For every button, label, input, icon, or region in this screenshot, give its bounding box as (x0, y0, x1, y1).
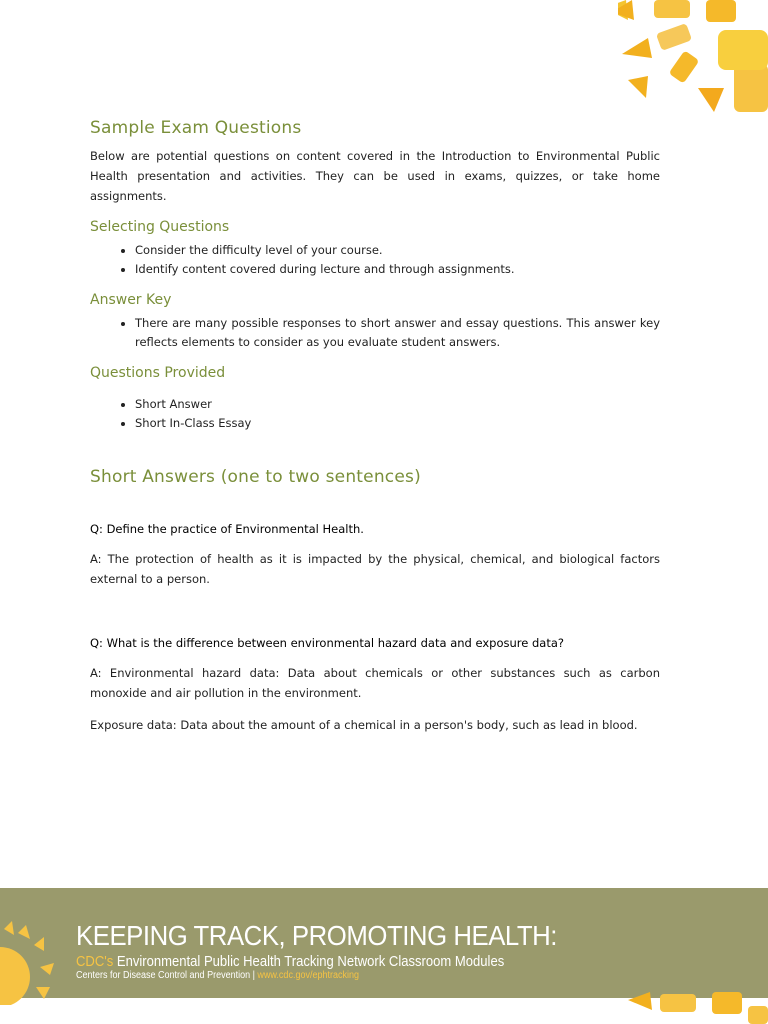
intro-paragraph: Below are potential questions on content covered in the Introduction to Environmental Public Health presentation and activities. They can be used in exams, quizzes, or take home assignments. (90, 149, 660, 203)
main-content (90, 118, 660, 735)
questions-provided-list (90, 395, 660, 433)
footer-agency-text: Centers for Disease Control and Prevention | (76, 970, 258, 981)
footer-subtitle-text: Environmental Public Health Tracking Network Classroom Modules (113, 954, 505, 970)
sun-graphic-footer (0, 915, 70, 1005)
list-item: • Identify content covered during lecture and through assignments. (135, 260, 660, 279)
answer-2: A: Environmental hazard data: Data about chemicals or other substances such as carbon monoxide and air pollution in the environment. (90, 666, 660, 700)
answer-1: A: The protection of health as it is impacted by the physical, chemical, and biological factors external to a person. (90, 552, 660, 586)
sun-graphic-top (618, 0, 768, 130)
sun-graphic-bottom (628, 992, 768, 1024)
questions-provided-heading: Questions Provided (90, 365, 226, 381)
question-1: Q: Define the practice of Environmental Health. (90, 522, 364, 536)
list-item: • Short In-Class Essay (135, 414, 660, 433)
list-item: • There are many possible responses to short answer and essay questions. This answer key reflects elements to consider as you evaluate student answers. (135, 314, 660, 352)
footer-title: KEEPING TRACK, PROMOTING HEALTH: (76, 920, 558, 951)
answer-key-list (90, 314, 660, 352)
answer-key-heading: Answer Key (90, 292, 172, 308)
answer-2-exposure: Exposure data: Data about the amount of a chemical in a person's body, such as lead in blood. (90, 718, 638, 732)
selecting-heading: Selecting Questions (90, 219, 230, 235)
list-item: • Consider the difficulty level of your course. (135, 241, 660, 260)
page-title: Sample Exam Questions (90, 118, 302, 138)
footer-cdc: CDC's (76, 954, 114, 970)
footer-agency (76, 970, 359, 981)
footer-url-link[interactable]: www.cdc.gov/ephtracking (257, 970, 359, 981)
list-item: • Short Answer (135, 395, 660, 414)
short-answers-heading: Short Answers (one to two sentences) (90, 467, 421, 487)
footer-subtitle (76, 954, 504, 970)
selecting-list (90, 241, 660, 279)
question-2: Q: What is the difference between environmental hazard data and exposure data? (90, 636, 564, 650)
